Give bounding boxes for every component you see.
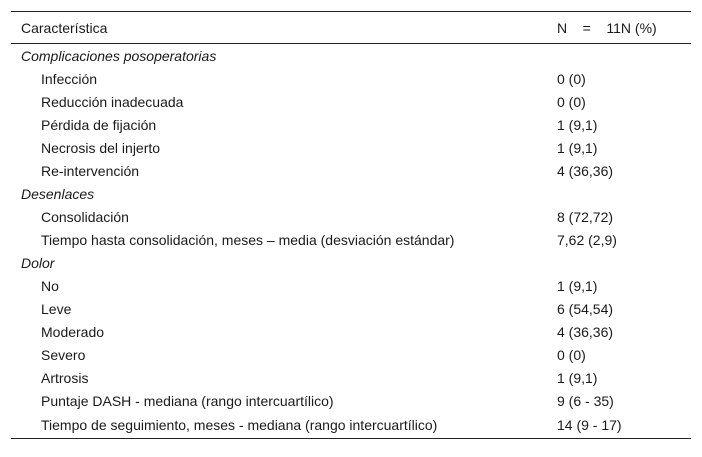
row-value: 7,62 (2,9) xyxy=(557,232,617,248)
table-row xyxy=(11,298,691,321)
row-label: Infección xyxy=(41,71,98,87)
table-row xyxy=(11,91,691,114)
header-characteristic: Característica xyxy=(11,12,548,44)
section-row xyxy=(11,44,691,68)
row-value: 14 (9 - 17) xyxy=(548,413,691,439)
table-row xyxy=(11,160,691,183)
table-row xyxy=(11,206,691,229)
row-value: 0 (0) xyxy=(557,347,586,363)
results-table-container xyxy=(11,11,691,439)
row-value: 1 (9,1) xyxy=(557,370,598,386)
section-row xyxy=(11,183,691,206)
row-label: Tiempo de seguimiento, meses - mediana (rango intercuartílico) xyxy=(11,413,548,439)
table-row xyxy=(11,321,691,344)
table-row xyxy=(11,413,691,439)
row-label: Leve xyxy=(41,301,72,317)
row-label: Reducción inadecuada xyxy=(41,94,184,110)
section-title: Complicaciones posoperatorias xyxy=(21,47,217,64)
table-row xyxy=(11,114,691,137)
row-label: Tiempo hasta consolidación, meses – media (desviación estándar) xyxy=(41,232,455,248)
table-row xyxy=(11,275,691,298)
section-title: Dolor xyxy=(21,255,55,271)
header-n: N = 11N (%) xyxy=(548,12,691,44)
section-title: Desenlaces xyxy=(21,186,95,202)
table-row xyxy=(11,137,691,160)
row-value: 9 (6 - 35) xyxy=(557,393,614,409)
table-row xyxy=(11,367,691,390)
row-value: 1 (9,1) xyxy=(557,140,598,156)
table-row xyxy=(11,68,691,91)
row-label: Moderado xyxy=(41,324,105,340)
section-row xyxy=(11,252,691,275)
row-value: 0 (0) xyxy=(557,71,586,87)
row-label: Necrosis del injerto xyxy=(41,140,161,156)
row-label: Severo xyxy=(41,347,86,363)
row-label: Re-intervención xyxy=(41,163,140,179)
table-row xyxy=(11,390,691,413)
row-value: 1 (9,1) xyxy=(557,117,598,133)
row-label: Consolidación xyxy=(41,209,129,225)
table-row xyxy=(11,344,691,367)
row-value: 4 (36,36) xyxy=(557,163,614,179)
row-value: 1 (9,1) xyxy=(557,278,598,294)
results-table xyxy=(11,11,691,439)
row-label: Artrosis xyxy=(41,370,89,386)
table-header-row xyxy=(11,12,691,44)
row-value: 6 (54,54) xyxy=(557,301,614,317)
row-label: Pérdida de fijación xyxy=(41,117,157,133)
row-value: 8 (72,72) xyxy=(557,209,614,225)
row-value: 0 (0) xyxy=(557,94,586,110)
table-row xyxy=(11,229,691,252)
row-value: 4 (36,36) xyxy=(557,324,614,340)
row-label: No xyxy=(41,278,59,294)
row-label: Puntaje DASH - mediana (rango intercuartílico) xyxy=(41,393,334,409)
